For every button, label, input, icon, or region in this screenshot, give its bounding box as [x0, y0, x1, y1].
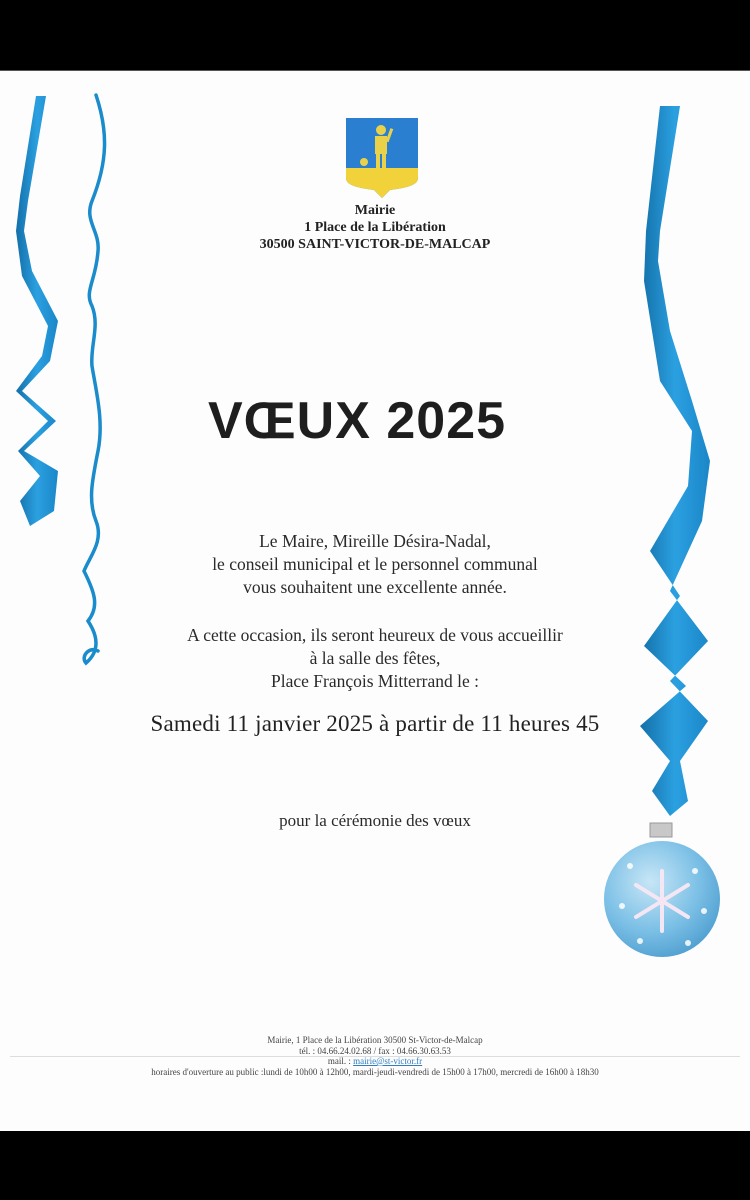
footer-mail-link[interactable]: mairie@st-victor.fr	[353, 1056, 423, 1066]
christmas-ornament-decoration	[600, 821, 725, 961]
greeting-line: le conseil municipal et le personnel communal	[212, 554, 538, 574]
left-ribbon-decoration	[10, 91, 70, 531]
greeting-line: Le Maire, Mireille Désira-Nadal,	[259, 531, 491, 551]
coat-of-arms-icon	[344, 116, 420, 198]
mairie-address-header	[0, 202, 750, 253]
footer-mail-label: mail. :	[327, 1056, 354, 1066]
invitation-line: Place François Mitterrand le :	[271, 671, 479, 691]
ceremony-text: pour la cérémonie des vœux	[279, 811, 471, 830]
flyer-page	[0, 70, 750, 1131]
header-mairie: Mairie	[354, 203, 396, 218]
event-date: Samedi 11 janvier 2025 à partir de 11 heures 45	[150, 711, 600, 736]
footer-hours: horaires d'ouverture au public :lundi de 10h00 à 12h00, mardi-jeudi-vendredi de 15h00 à 17h00, mercredi de 16h00 à 18h30	[151, 1066, 599, 1077]
page-title: VŒUX 2025	[208, 392, 507, 450]
footer-phone-fax: tél. : 04.66.24.02.68 / fax : 04.66.30.63.53	[299, 1045, 451, 1056]
greeting-line: vous souhaitent une excellente année.	[243, 577, 507, 597]
invitation-line: à la salle des fêtes,	[309, 648, 441, 668]
footer-address: Mairie, 1 Place de la Libération 30500 St-Victor-de-Malcap	[267, 1035, 483, 1045]
header-street: 1 Place de la Libération	[304, 220, 446, 235]
greeting-paragraph	[0, 530, 750, 599]
invitation-line: A cette occasion, ils seront heureux de vous accueillir	[187, 625, 563, 645]
header-city: 30500 SAINT-VICTOR-DE-MALCAP	[259, 237, 491, 252]
invitation-paragraph	[0, 624, 750, 693]
footer-contact	[0, 1035, 750, 1077]
footer-mail-line	[0, 1056, 750, 1067]
